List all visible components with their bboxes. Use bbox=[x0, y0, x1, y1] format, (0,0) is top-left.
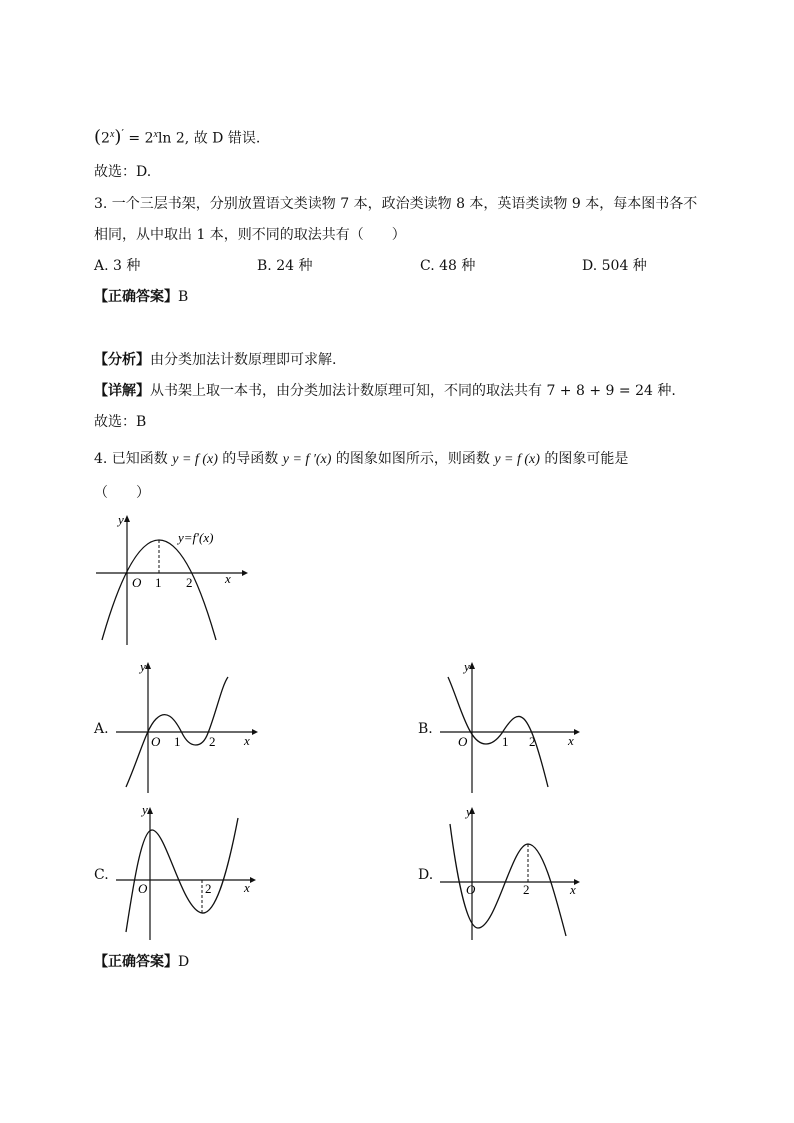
x-axis-arrow bbox=[250, 877, 256, 883]
q4-answer-value: D bbox=[178, 954, 190, 970]
q4-option-d-label: D. bbox=[418, 867, 434, 883]
q4-stem-c: 的图象如图所示，则函数 bbox=[331, 451, 495, 467]
q4-stem-d: 的图象可能是 bbox=[539, 451, 629, 467]
formula-tail: , 故 D 错误. bbox=[184, 130, 261, 147]
q3-detail-tail: 种. bbox=[652, 383, 676, 399]
tick-1-label: 1 bbox=[502, 734, 509, 749]
q4-stem-a: 4. 已知函数 bbox=[94, 451, 173, 467]
origin-label: O bbox=[466, 882, 476, 897]
origin-label: O bbox=[132, 575, 142, 590]
q3-choice: 故选：B bbox=[94, 414, 147, 430]
q4-stem-f3: y = f (x) bbox=[494, 452, 540, 467]
q3-detail bbox=[94, 381, 676, 401]
q4-answer bbox=[94, 952, 189, 972]
q3-answer-value: B bbox=[178, 289, 189, 305]
q3-answer-label: 【正确答案】 bbox=[94, 289, 178, 305]
q3-analysis bbox=[94, 350, 336, 370]
y-axis-arrow bbox=[147, 807, 153, 814]
tick-2-label: 2 bbox=[186, 575, 193, 590]
x-label: x bbox=[244, 733, 250, 748]
y-label: y bbox=[118, 512, 124, 527]
q4-stem-line2: （ ） bbox=[94, 485, 150, 501]
origin-label: O bbox=[138, 881, 148, 896]
x-axis-arrow bbox=[242, 570, 248, 576]
x-label: x bbox=[225, 571, 231, 586]
curve-label: y=f′(x) bbox=[178, 530, 214, 545]
formula-rhs-a: = 2 bbox=[128, 130, 154, 147]
y-label: y bbox=[464, 659, 470, 674]
y-axis-arrow bbox=[124, 515, 130, 522]
x-label: x bbox=[570, 882, 576, 897]
formula-paren-close: ) bbox=[114, 126, 122, 148]
q2-choice: 故选：D. bbox=[94, 164, 152, 180]
tick-2-label: 2 bbox=[205, 881, 212, 896]
q3-option-c: C. 48 种 bbox=[420, 258, 476, 274]
formula-rhs-b: ln 2 bbox=[157, 130, 185, 147]
q4-option-a-label: A. bbox=[94, 721, 109, 737]
x-axis-arrow bbox=[252, 729, 258, 735]
option-a-graph bbox=[112, 655, 262, 795]
formula-exp: x bbox=[109, 129, 115, 140]
x-axis-arrow bbox=[574, 729, 580, 735]
origin-label: O bbox=[151, 734, 161, 749]
y-axis-arrow bbox=[469, 662, 475, 669]
option-c-graph bbox=[112, 800, 262, 942]
tick-1-label: 1 bbox=[155, 575, 162, 590]
option-b-graph bbox=[436, 655, 586, 795]
curve-d bbox=[450, 824, 566, 936]
formula-rhs-exp: x bbox=[153, 129, 158, 140]
q4-stem-f1: y = f (x) bbox=[172, 452, 218, 467]
curve-c bbox=[126, 818, 238, 932]
q4-option-c-label: C. bbox=[94, 867, 109, 883]
y-label: y bbox=[140, 659, 146, 674]
formula-base: 2 bbox=[101, 130, 110, 147]
x-label: x bbox=[244, 880, 250, 895]
main-derivative-graph bbox=[92, 510, 252, 648]
q3-stem-line2: 相同，从中取出 1 本，则不同的取法共有（ ） bbox=[94, 227, 406, 243]
q3-analysis-label: 【分析】 bbox=[94, 352, 150, 368]
q3-option-d: D. 504 种 bbox=[582, 258, 647, 274]
q4-stem-b: 的导函数 bbox=[217, 451, 283, 467]
y-axis-arrow bbox=[145, 662, 151, 669]
q4-stem-f2: y = f ′(x) bbox=[282, 452, 332, 467]
tick-2-label: 2 bbox=[529, 734, 536, 749]
tick-2-label: 2 bbox=[523, 882, 530, 897]
y-label: y bbox=[466, 804, 472, 819]
formula-prime: ′ bbox=[121, 127, 124, 140]
origin-label: O bbox=[458, 734, 468, 749]
q3-option-a: A. 3 种 bbox=[94, 258, 141, 274]
q4-answer-label: 【正确答案】 bbox=[94, 954, 178, 970]
q3-detail-text: 从书架上取一本书，由分类加法计数原理可知，不同的取法共有 bbox=[150, 383, 547, 399]
q3-detail-formula: 7 + 8 + 9 = 24 bbox=[546, 383, 653, 399]
q4-option-b-label: B. bbox=[418, 721, 433, 737]
q3-answer bbox=[94, 287, 188, 307]
formula-paren: ( bbox=[94, 126, 102, 148]
q3-option-b: B. 24 种 bbox=[257, 258, 313, 274]
q3-stem-line1: 3. 一个三层书架，分别放置语文类读物 7 本，政治类读物 8 本，英语类读物 9 本，每本图书各不 bbox=[94, 196, 698, 212]
x-label: x bbox=[568, 733, 574, 748]
q3-analysis-text: 由分类加法计数原理即可求解. bbox=[150, 352, 337, 368]
tick-1-label: 1 bbox=[174, 734, 181, 749]
option-d-graph bbox=[436, 800, 586, 942]
y-label: y bbox=[142, 802, 148, 817]
q3-detail-label: 【详解】 bbox=[94, 383, 150, 399]
intro-formula-line bbox=[94, 124, 260, 149]
q4-stem-line1 bbox=[94, 449, 628, 470]
tick-2-label: 2 bbox=[209, 734, 216, 749]
